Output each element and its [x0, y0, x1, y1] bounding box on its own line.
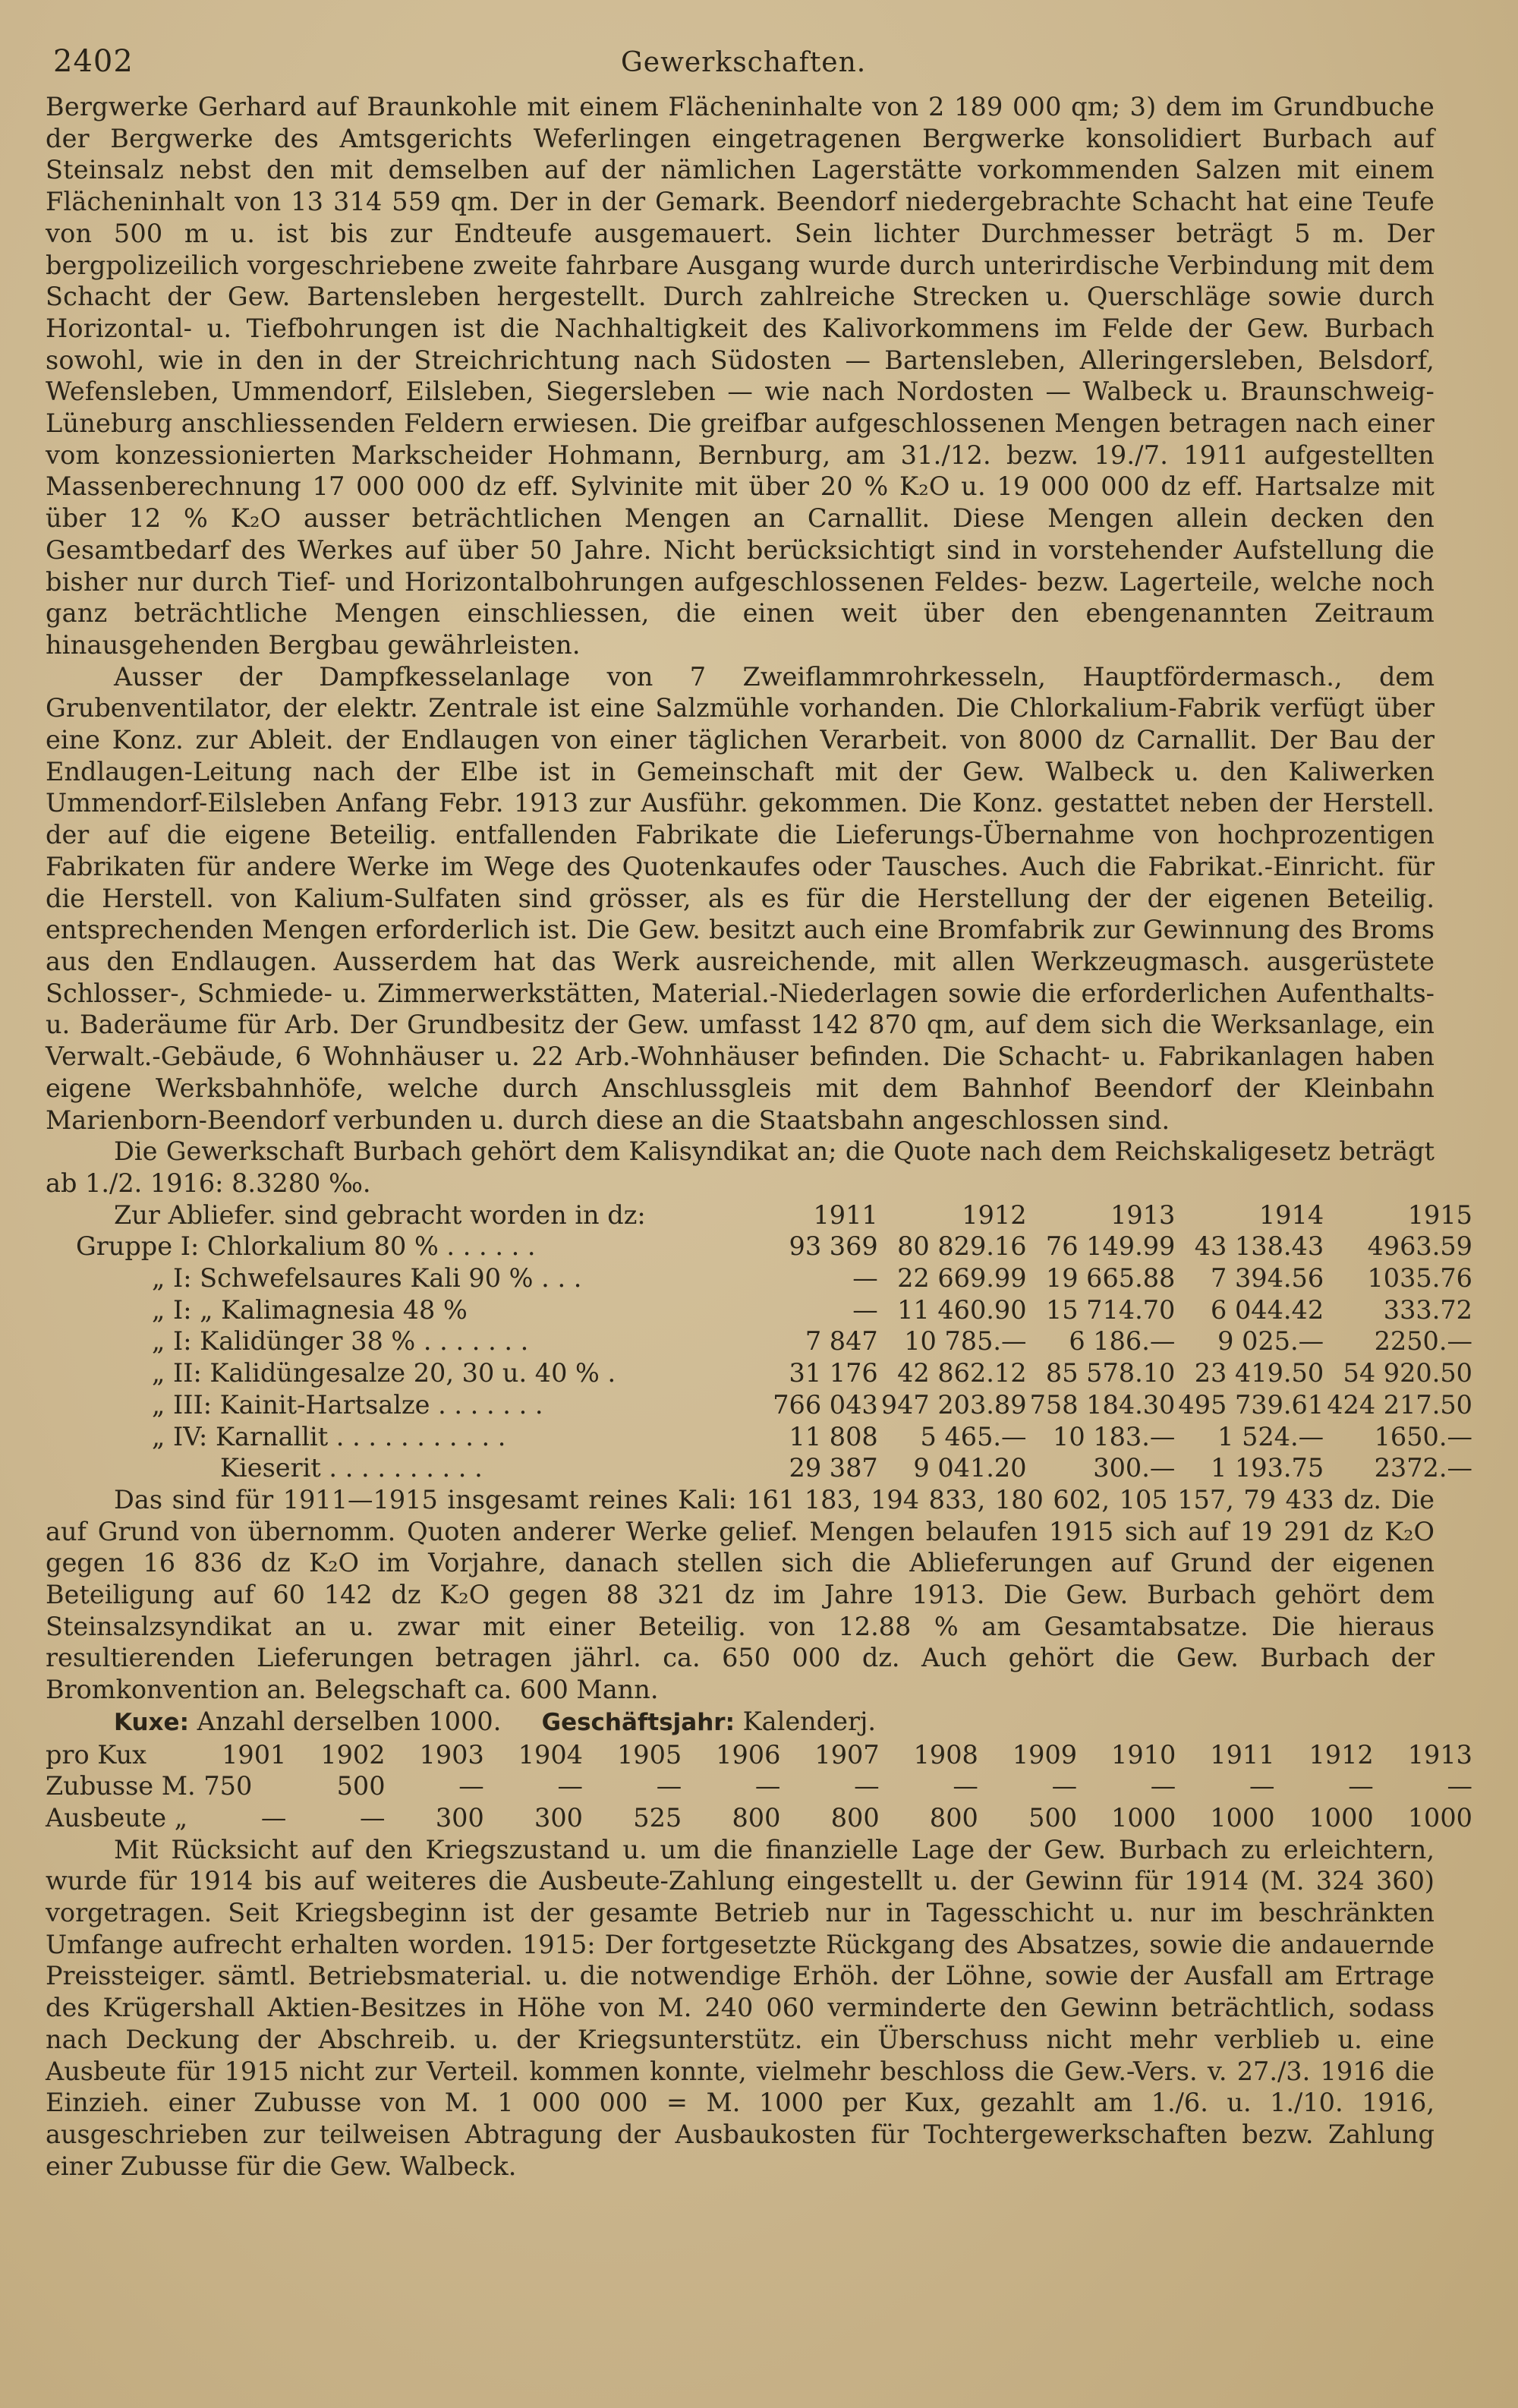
deliveries-cell: 23 419.50 — [1194, 1358, 1324, 1388]
deliveries-intro: Zur Abliefer. sind gebracht worden in dz: — [114, 1199, 646, 1230]
kux-ausbeute-row — [46, 1802, 1472, 1834]
kux-year-row-cell: 1901 — [222, 1739, 287, 1770]
kux-year-row — [46, 1739, 1472, 1771]
deliveries-cell: 42 862.12 — [897, 1358, 1027, 1388]
deliveries-cell: 11 460.90 — [897, 1294, 1027, 1325]
deliveries-cell: 6 044.42 — [1211, 1294, 1324, 1325]
kux-ausbeute-row-cell: 800 — [732, 1802, 781, 1833]
kux-ausbeute-row-label: Ausbeute „ — [46, 1802, 188, 1833]
kuxe-count: Anzahl derselben 1000. — [197, 1706, 502, 1736]
kux-ausbeute-row-cell: 1000 — [1407, 1802, 1472, 1833]
deliveries-cell: 300.— — [1093, 1453, 1176, 1483]
kux-ausbeute-row-cell: 500 — [1028, 1802, 1078, 1833]
kuxe-label: Kuxe: — [114, 1708, 189, 1736]
deliveries-row-label: „ III: Kainit-Hartsalze . . . . . . . — [152, 1389, 543, 1420]
year-header: 1911 — [813, 1199, 878, 1230]
kux-zubusse-row-label: Zubusse M. 750 — [46, 1771, 253, 1801]
kux-ausbeute-row-cell: 1000 — [1210, 1802, 1275, 1833]
paragraph-syndicate: Die Gewerkschaft Burbach gehört dem Kalisyndikat an; die Quote nach dem Reichskaligesetz beträgt ab 1./2. 1916: 8.3280 ‰. — [46, 1136, 1435, 1198]
deliveries-row — [46, 1357, 1472, 1389]
body-text-2 — [46, 1484, 1435, 1706]
kux-ausbeute-row-cell: 1000 — [1111, 1802, 1176, 1833]
kux-zubusse-row-cell: — — [656, 1771, 682, 1801]
deliveries-cell: 43 138.43 — [1194, 1231, 1324, 1262]
deliveries-cell: 1650.— — [1374, 1421, 1472, 1451]
kux-year-row-cell: 1909 — [1012, 1739, 1078, 1770]
deliveries-cell: 9 025.— — [1217, 1326, 1324, 1357]
kux-year-row-cell: 1913 — [1407, 1739, 1472, 1770]
fiscal-year-value: Kalenderj. — [742, 1706, 877, 1736]
kux-year-row-cell: 1904 — [518, 1739, 583, 1770]
deliveries-cell: — — [852, 1294, 878, 1325]
deliveries-cell: 15 714.70 — [1045, 1294, 1176, 1325]
kux-year-row-cell: 1912 — [1309, 1739, 1374, 1770]
kux-ausbeute-row-cell: — — [260, 1802, 287, 1833]
kux-zubusse-row-cell: — — [557, 1771, 583, 1801]
deliveries-cell: 947 203.89 — [880, 1389, 1027, 1420]
kux-zubusse-row-cell: 500 — [336, 1771, 386, 1801]
deliveries-cell: 31 176 — [789, 1358, 878, 1388]
deliveries-row-label: Kieserit . . . . . . . . . . — [220, 1453, 483, 1483]
deliveries-row-label: Gruppe I: Chlorkalium 80 % . . . . . . — [76, 1231, 536, 1262]
year-header: 1915 — [1407, 1199, 1472, 1230]
page-number: 2402 — [53, 44, 134, 79]
deliveries-row — [46, 1325, 1472, 1357]
kux-year-row-cell: 1906 — [716, 1739, 781, 1770]
kux-year-row-cell: 1905 — [616, 1739, 682, 1770]
kux-zubusse-row — [46, 1770, 1472, 1802]
deliveries-cell: 19 665.88 — [1045, 1263, 1176, 1294]
year-header: 1912 — [962, 1199, 1027, 1230]
deliveries-cell: 54 920.50 — [1343, 1358, 1472, 1388]
paragraph-facilities: Ausser der Dampfkesselanlage von 7 Zweiflammrohrkesseln, Hauptfördermasch., dem Grubenventilator, der elektr. Zentrale ist eine Salzmühle vorhanden. Die Chlorkalium-Fabrik verfügt über eine Konz. zur Ableit. der Endlaugen von einer täglichen Verarbeit. von 8000 dz Carnallit. Der Bau der Endlaugen-Leitung nach der Elbe ist in Gemeinschaft mit der Gew. Walbeck u. den Kaliwerken Ummendorf-Eilsleben Anfang Febr. 1913 zur Ausführ. gekommen. Die Konz. gestattet neben der Herstell. der auf die eigene Beteilig. entfallenden Fabrikate die Lieferungs-Übernahme von hochprozentigen Fabrikaten für andere Werke im Wege des Quotenkaufes oder Tausches. Auch die Fabrikat.-Einricht. für die Herstell. von Kalium-Sulfaten sind grösser, als es für die Herstellung der der eigenen Beteilig. entsprechenden Mengen erforderlich ist. Die Gew. besitzt auch eine Bromfabrik zur Gewinnung des Broms aus den Endlaugen. Ausserdem hat das Werk ausreichende, mit allen Werkzeugmasch. ausgerüstete Schlosser-, Schmiede- u. Zimmerwerkstätten, Material.-Niederlagen sowie die erforderlichen Aufenthalts- u. Baderäume für Arb. Der Grundbesitz der Gew. umfasst 142 870 qm, auf dem sich die Werksanlage, ein Verwalt.-Gebäude, 6 Wohnhäuser u. 22 Arb.-Wohnhäuser befinden. Die Schacht- u. Fabrikanlagen haben eigene Werksbahnhöfe, welche durch Anschlussgleis mit dem Bahnhof Beendorf der Kleinbahn Marienborn-Beendorf verbunden u. durch diese an die Staatsbahn angeschlossen sind. — [46, 661, 1435, 1135]
kux-ausbeute-row-cell: 1000 — [1309, 1802, 1374, 1833]
deliveries-cell: 11 808 — [789, 1421, 878, 1451]
kux-ausbeute-row-cell: 300 — [534, 1802, 583, 1833]
deliveries-cell: 6 186.— — [1069, 1326, 1176, 1357]
deliveries-cell: 424 217.50 — [1327, 1389, 1472, 1420]
deliveries-cell: 10 183.— — [1053, 1421, 1176, 1451]
kux-zubusse-row-cell: — — [1447, 1771, 1472, 1801]
deliveries-header-row — [46, 1199, 1472, 1231]
deliveries-row-label: „ IV: Karnallit . . . . . . . . . . . — [152, 1421, 506, 1451]
deliveries-cell: 22 669.99 — [897, 1263, 1027, 1294]
running-title: Gewerkschaften. — [621, 47, 867, 78]
kux-zubusse-row-cell: — — [1249, 1771, 1275, 1801]
deliveries-row — [46, 1262, 1472, 1294]
kux-year-row-cell: 1908 — [913, 1739, 978, 1770]
deliveries-cell: 1 524.— — [1217, 1421, 1324, 1451]
deliveries-row-label: „ I: Kalidünger 38 % . . . . . . . — [152, 1326, 529, 1357]
book-page — [46, 30, 1472, 2182]
deliveries-row — [46, 1231, 1472, 1262]
kux-year-row-label: pro Kux — [46, 1739, 147, 1770]
deliveries-cell: 76 149.99 — [1045, 1231, 1176, 1262]
kux-ausbeute-row-cell: — — [360, 1802, 386, 1833]
deliveries-cell: 495 739.61 — [1178, 1389, 1324, 1420]
kux-year-row-cell: 1903 — [419, 1739, 484, 1770]
deliveries-cell: 85 578.10 — [1045, 1358, 1176, 1388]
paragraph-war-situation: Mit Rücksicht auf den Kriegszustand u. um die finanzielle Lage der Gew. Burbach zu erleichtern, wurde für 1914 bis auf weiteres die Ausbeute-Zahlung eingestellt u. der Gewinn für 1914 (M. 324 360) vorgetragen. Seit Kriegsbeginn ist der gesamte Betrieb nur in Tagesschicht u. nur im beschränkten Umfange aufrecht erhalten worden. 1915: Der fortgesetzte Rückgang des Absatzes, sowie die andauernde Preissteiger. sämtl. Betriebsmaterial. u. die notwendige Erhöh. der Löhne, sowie der Ausfall am Ertrage des Krügershall Aktien-Besitzes in Höhe von M. 240 060 verminderte den Gewinn beträchtlich, sodass nach Deckung der Abschreib. u. der Kriegsunterstütz. ein Überschuss nicht mehr verblieb u. eine Ausbeute für 1915 nicht zur Verteil. kommen konnte, vielmehr beschloss die Gew.-Vers. v. 27./3. 1916 die Einzieh. einer Zubusse von M. 1 000 000 = M. 1000 per Kux, gezahlt am 1./6. u. 1./10. 1916, ausgeschrieben zur teilweisen Abtragung der Ausbaukosten für Tochtergewerkschaften bezw. Zahlung einer Zubusse für die Gew. Walbeck. — [46, 1834, 1435, 2181]
paragraph-mining-fields: Bergwerke Gerhard auf Braunkohle mit einem Flächeninhalte von 2 189 000 qm; 3) dem im Grundbuche der Bergwerke des Amtsgerichts Weferlingen eingetragenen Bergwerke konsolidiert Burbach auf Steinsalz nebst den mit demselben auf der nämlichen Lagerstätte vorkommenden Salzen mit einem Flächeninhalt von 13 314 559 qm. Der in der Gemark. Beendorf niedergebrachte Schacht hat eine Teufe von 500 m u. ist bis zur Endteufe ausgemauert. Sein lichter Durchmesser beträgt 5 m. Der bergpolizeilich vorgeschriebene zweite fahrbare Ausgang wurde durch unterirdische Verbindung mit dem Schacht der Gew. Bartensleben hergestellt. Durch zahlreiche Strecken u. Querschläge sowie durch Horizontal- u. Tiefbohrungen ist die Nachhaltigkeit des Kalivorkommens im Felde der Gew. Burbach sowohl, wie in den in der Streichrichtung nach Südosten — Bartensleben, Alleringersleben, Belsdorf, Wefensleben, Ummendorf, Eilsleben, Siegersleben — wie nach Nordosten — Walbeck u. Braunschweig-Lüneburg anschliessenden Feldern erwiesen. Die greifbar aufgeschlossenen Mengen betragen nach einer vom konzessionierten Markscheider Hohmann, Bernburg, am 31./12. bezw. 19./7. 1911 aufgestellten Massenberechnung 17 000 000 dz eff. Sylvinite mit über 20 % K₂O u. 19 000 000 dz eff. Hartsalze mit über 12 % K₂O ausser beträchtlichen Mengen an Carnallit. Diese Mengen allein decken den Gesamtbedarf des Werkes auf über 50 Jahre. Nicht berücksichtigt sind in vorstehender Aufstellung die bisher nur durch Tief- und Horizontalbohrungen aufgeschlossenen Feldes- bezw. Lagerteile, welche noch ganz beträchtliche Mengen einschliessen, die einen weit über den ebengenannten Zeitraum hinausgehenden Bergbau gewährleisten. — [46, 92, 1435, 660]
deliveries-cell: 333.72 — [1383, 1294, 1472, 1325]
kux-zubusse-row-cell: — — [458, 1771, 484, 1801]
deliveries-cell: 7 847 — [805, 1326, 878, 1357]
kux-ausbeute-row-cell: 525 — [633, 1802, 682, 1833]
kux-ausbeute-row-cell: 800 — [830, 1802, 880, 1833]
deliveries-row-label: „ I: „ Kalimagnesia 48 % — [152, 1294, 468, 1325]
kux-table — [46, 1739, 1472, 1834]
kux-zubusse-row-cell: — — [1150, 1771, 1176, 1801]
kux-zubusse-row-cell: — — [1348, 1771, 1374, 1801]
body-text-3 — [46, 1834, 1435, 2183]
paragraph-pure-potash: Das sind für 1911—1915 insgesamt reines Kali: 161 183, 194 833, 180 602, 105 157, 79 433 dz. Die auf Grund von übernomm. Quoten anderer Werke gelief. Mengen belaufen 1915 sich auf 19 291 dz K₂O gegen 16 836 dz K₂O im Vorjahre, danach stellen sich die Ablieferungen auf Grund der eigenen Beteiligung auf 60 142 dz K₂O gegen 88 321 dz im Jahre 1913. Die Gew. Burbach gehört dem Steinsalzsyndikat an u. zwar mit einer Beteilig. von 12.88 % am Gesamtabsatze. Die hieraus resultierenden Lieferungen betragen jährl. ca. 650 000 dz. Auch gehört die Gew. Burbach der Bromkonvention an. Belegschaft ca. 600 Mann. — [46, 1484, 1435, 1705]
deliveries-row — [46, 1421, 1472, 1453]
deliveries-row — [46, 1452, 1472, 1484]
deliveries-cell: 766 043 — [773, 1389, 878, 1420]
deliveries-row-label: „ I: Schwefelsaures Kali 90 % . . . — [152, 1263, 582, 1294]
deliveries-cell: 1 193.75 — [1211, 1453, 1324, 1483]
kux-year-row-cell: 1907 — [814, 1739, 880, 1770]
deliveries-cell: 2250.— — [1374, 1326, 1472, 1357]
kux-zubusse-row-cell: — — [953, 1771, 978, 1801]
deliveries-cell: 758 184.30 — [1029, 1389, 1176, 1420]
kux-ausbeute-row-cell: 800 — [929, 1802, 978, 1833]
deliveries-cell: — — [852, 1263, 878, 1294]
kux-ausbeute-row-cell: 300 — [435, 1802, 484, 1833]
deliveries-row — [46, 1389, 1472, 1421]
deliveries-cell: 93 369 — [789, 1231, 878, 1262]
deliveries-cell: 7 394.56 — [1211, 1263, 1324, 1294]
kux-year-row-cell: 1911 — [1210, 1739, 1275, 1770]
kux-zubusse-row-cell: — — [854, 1771, 880, 1801]
page-header — [46, 30, 1435, 91]
deliveries-cell: 5 465.— — [920, 1421, 1027, 1451]
kux-year-row-cell: 1902 — [320, 1739, 386, 1770]
deliveries-cell: 4963.59 — [1367, 1231, 1472, 1262]
kux-year-row-cell: 1910 — [1111, 1739, 1176, 1770]
deliveries-cell: 2372.— — [1374, 1453, 1472, 1483]
kuxe-line — [46, 1706, 1435, 1739]
deliveries-cell: 9 041.20 — [913, 1453, 1027, 1483]
deliveries-table — [46, 1199, 1472, 1484]
fiscal-year-label: Geschäftsjahr: — [541, 1708, 735, 1736]
deliveries-row — [46, 1294, 1472, 1326]
deliveries-row-label: „ II: Kalidüngesalze 20, 30 u. 40 % . — [152, 1358, 616, 1388]
deliveries-cell: 29 387 — [789, 1453, 878, 1483]
deliveries-cell: 10 785.— — [904, 1326, 1027, 1357]
deliveries-cell: 1035.76 — [1367, 1263, 1472, 1294]
body-text — [46, 91, 1435, 1199]
deliveries-cell: 80 829.16 — [897, 1231, 1027, 1262]
kux-zubusse-row-cell: — — [1051, 1771, 1078, 1801]
kux-zubusse-row-cell: — — [754, 1771, 781, 1801]
year-header: 1913 — [1110, 1199, 1176, 1230]
year-header: 1914 — [1258, 1199, 1324, 1230]
